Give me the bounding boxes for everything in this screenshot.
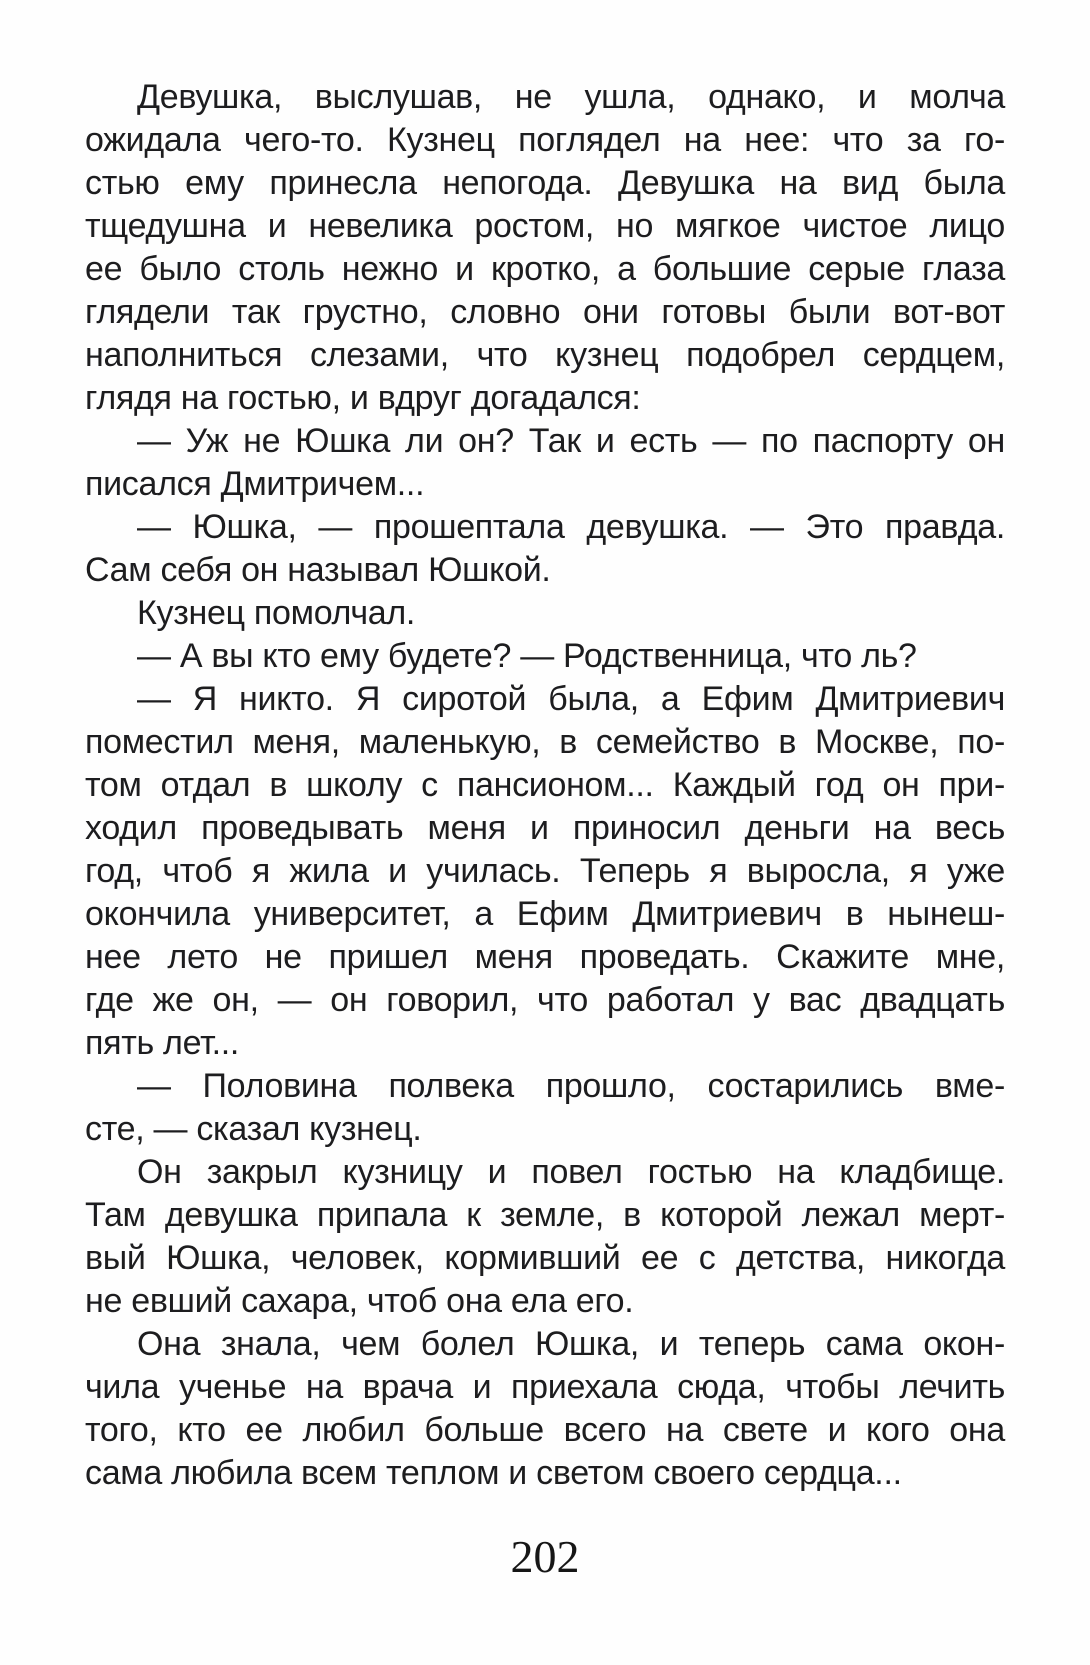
text-line: Сам себя он называл Юшкой. bbox=[85, 551, 551, 589]
text-line: вый Юшка, человек, кормивший ее с детства, никогда bbox=[85, 1239, 1005, 1277]
text-line: не евший сахара, чтоб она ела его. bbox=[85, 1282, 634, 1320]
text-line: Кузнец помолчал. bbox=[137, 594, 416, 632]
text-line: Она знала, чем болел Юшка, и теперь сама окон- bbox=[137, 1325, 1005, 1363]
paragraph bbox=[85, 420, 1005, 506]
text-line: поместил меня, маленькую, в семейство в Москве, по- bbox=[85, 723, 1005, 761]
page-number: 202 bbox=[510, 1531, 580, 1582]
text-line: наполниться слезами, что кузнец подобрел сердцем, bbox=[85, 336, 1005, 374]
text-line: Девушка, выслушав, не ушла, однако, и молча bbox=[137, 78, 1005, 116]
text-line: — Юшка, — прошептала девушка. — Это правда. bbox=[137, 508, 1005, 546]
text-line: — Половина полвека прошло, состарились вме- bbox=[137, 1067, 1005, 1105]
text-line: сте, — сказал кузнец. bbox=[85, 1110, 422, 1148]
text-line: Там девушка припала к земле, в которой лежал мерт- bbox=[85, 1196, 1005, 1234]
text-line: — Я никто. Я сиротой была, а Ефим Дмитриевич bbox=[137, 680, 1005, 718]
text-line: писался Дмитричем... bbox=[85, 465, 425, 503]
text-line: — А вы кто ему будете? — Родственница, что ль? bbox=[137, 637, 917, 675]
paragraph bbox=[85, 76, 1005, 420]
paragraph bbox=[85, 1065, 1005, 1151]
text-line: где же он, — он говорил, что работал у вас двадцать bbox=[85, 981, 1005, 1019]
paragraph bbox=[85, 1151, 1005, 1323]
text-block bbox=[85, 76, 1005, 1495]
text-line: сама любила всем теплом и светом своего сердца... bbox=[85, 1454, 902, 1492]
paragraph bbox=[85, 506, 1005, 592]
text-line: том отдал в школу с пансионом... Каждый год он при- bbox=[85, 766, 1005, 804]
text-line: ее было столь нежно и кротко, а большие серые глаза bbox=[85, 250, 1005, 288]
text-line: — Уж не Юшка ли он? Так и есть — по паспорту он bbox=[137, 422, 1005, 460]
text-line: пять лет... bbox=[85, 1024, 240, 1062]
text-line: того, кто ее любил больше всего на свете и кого она bbox=[85, 1411, 1005, 1449]
text-line: год, чтоб я жила и училась. Теперь я выросла, я уже bbox=[85, 852, 1005, 890]
text-line: стью ему принесла непогода. Девушка на вид была bbox=[85, 164, 1005, 202]
text-line: ожидала чего-то. Кузнец поглядел на нее: что за го- bbox=[85, 121, 1005, 159]
paragraph bbox=[85, 1323, 1005, 1495]
paragraph bbox=[85, 635, 1005, 678]
text-line: глядели так грустно, словно они готовы были вот-вот bbox=[85, 293, 1005, 331]
text-line: ходил проведывать меня и приносил деньги на весь bbox=[85, 809, 1005, 847]
paragraph bbox=[85, 678, 1005, 1065]
text-line: нее лето не пришел меня проведать. Скажите мне, bbox=[85, 938, 1005, 976]
text-line: Он закрыл кузницу и повел гостью на кладбище. bbox=[137, 1153, 1005, 1191]
text-line: глядя на гостью, и вдруг догадался: bbox=[85, 379, 641, 417]
paragraph bbox=[85, 592, 1005, 635]
text-line: тщедушна и невелика ростом, но мягкое чистое лицо bbox=[85, 207, 1005, 245]
text-line: окончила университет, а Ефим Дмитриевич в нынеш- bbox=[85, 895, 1005, 933]
text-line: чила ученье на врача и приехала сюда, чтобы лечить bbox=[85, 1368, 1005, 1406]
